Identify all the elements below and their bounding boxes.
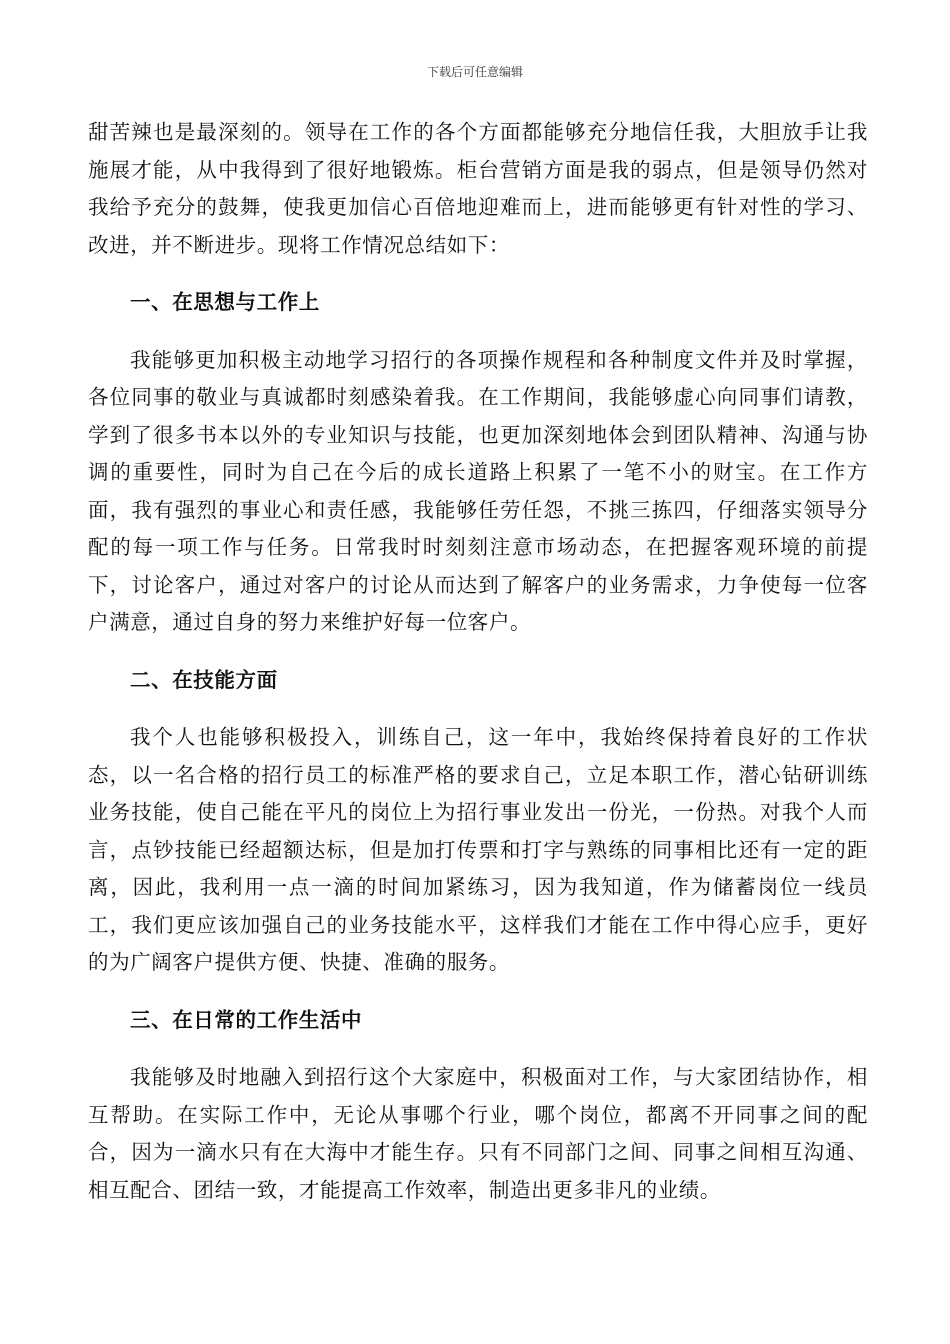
page-header: 下载后可任意编辑 bbox=[426, 65, 523, 79]
section-heading-skills: 二、在技能方面 bbox=[130, 667, 278, 692]
section-body-thought-work: 我能够更加积极主动地学习招行的各项操作规程和各种制度文件并及时掌握，各位同事的敬业与真诚都时刻感染着我。在工作期间，我能够虚心向同事们请教，学到了很多书本以外的专业知识与技能，也更加深刻地体会到团队精神、沟通与协调的重要性，同时为自己在今后的成长道路上积累了一笔不小的财宝。在工作方面，我有强烈的事业心和责任感，我能够任劳任怨，不挑三拣四，仔细落实领导分配的每一项工作与任务。日常我时时刻刻注意市场动态，在把握客观环境的前提下，讨论客户，通过对客户的讨论从而达到了解客户的业务需求，力争使每一位客户满意，通过自身的努力来维护好每一位客户。 bbox=[88, 347, 868, 634]
document-body bbox=[88, 114, 868, 1209]
section-heading-daily-life: 三、在日常的工作生活中 bbox=[130, 1007, 363, 1032]
spacer bbox=[88, 982, 868, 1002]
spacer bbox=[88, 642, 868, 662]
intro-paragraph: 甜苦辣也是最深刻的。领导在工作的各个方面都能够充分地信任我，大胆放手让我施展才能，从中我得到了很好地锻炼。柜台营销方面是我的弱点，但是领导仍然对我给予充分的鼓舞，使我更加信心百倍地迎难而上，进而能够更有针对性的学习、改进，并不断进步。现将工作情况总结如下： bbox=[88, 120, 868, 257]
section-body-skills: 我个人也能够积极投入，训练自己，这一年中，我始终保持着良好的工作状态，以一名合格的招行员工的标准严格的要求自己，立足本职工作，潜心钻研训练业务技能，使自己能在平凡的岗位上为招行事业发出一份光，一份热。对我个人而言，点钞技能已经超额达标，但是加打传票和打字与熟练的同事相比还有一定的距离，因此，我利用一点一滴的时间加紧练习，因为我知道，作为储蓄岗位一线员工，我们更应该加强自己的业务技能水平，这样我们才能在工作中得心应手，更好的为广阔客户提供方便、快捷、准确的服务。 bbox=[88, 725, 868, 974]
section-heading-thought-work: 一、在思想与工作上 bbox=[130, 290, 320, 314]
section-body-daily-life: 我能够及时地融入到招行这个大家庭中，积极面对工作，与大家团结协作，相互帮助。在实际工作中，无论从事哪个行业，哪个岗位，都离不开同事之间的配合，因为一滴水只有在大海中才能生存。只有不同部门之间、同事之间相互沟通、相互配合、团结一致，才能提高工作效率，制造出更多非凡的业绩。 bbox=[88, 1065, 868, 1202]
spacer bbox=[88, 264, 868, 284]
spacer bbox=[88, 1039, 868, 1059]
spacer bbox=[88, 699, 868, 719]
spacer bbox=[88, 322, 868, 342]
